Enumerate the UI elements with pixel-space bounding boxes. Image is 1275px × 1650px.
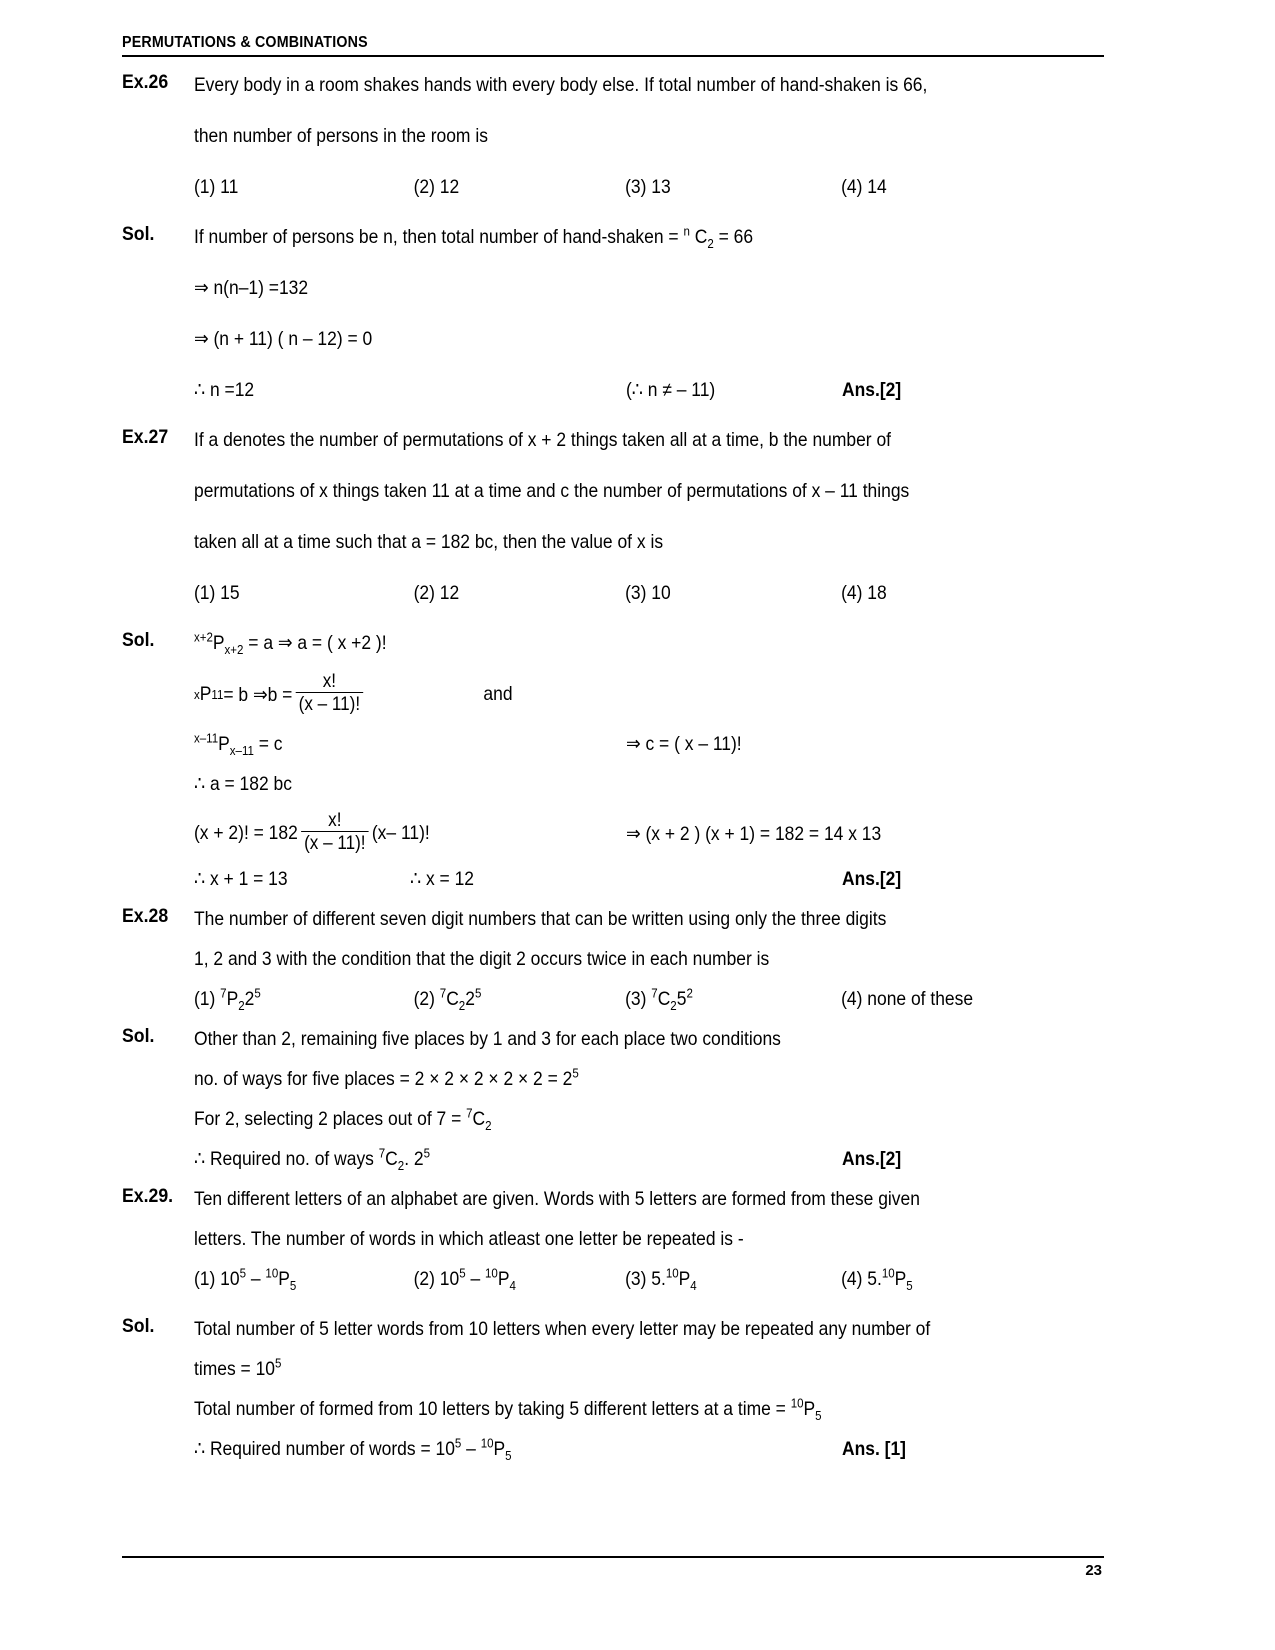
option-ex29-1-sup1: 5 <box>239 1265 247 1281</box>
page-header <box>122 34 1104 57</box>
nPr-subscript-3: x–11 <box>229 742 254 758</box>
question-block-ex27 <box>122 427 1104 630</box>
options-ex27 <box>194 580 1104 630</box>
question-label-ex29: Ex.29. <box>122 1186 174 1207</box>
option-ex27-1[interactable]: (1) 15 <box>194 582 240 604</box>
solution-ex26-line1 <box>194 224 1104 275</box>
option-ex28-1-sup-left: 7 <box>220 985 227 1001</box>
option-ex28-3-sup-right: 2 <box>686 985 693 1001</box>
solution-ex28-line4-sup2: 5 <box>423 1145 431 1161</box>
fraction-x-factorial-1 <box>296 671 363 716</box>
option-ex29-3-sub: 4 <box>690 1277 697 1293</box>
nCr-subscript-2: 2 <box>707 235 714 251</box>
solution-ex27-line6 <box>194 866 1104 906</box>
question-block-ex29 <box>122 1186 1104 1316</box>
solution-ex28-line4-sup: 7 <box>378 1145 386 1161</box>
solution-ex26-line3: ⇒ (n + 11) ( n – 12) = 0 <box>194 328 373 350</box>
option-ex28-3[interactable] <box>625 986 841 1026</box>
solution-ex29-line4-sup1: 5 <box>454 1435 462 1451</box>
solution-ex27-line3 <box>194 731 1104 771</box>
question-block-ex26 <box>122 72 1104 224</box>
option-ex28-2-sub: 2 <box>458 997 466 1013</box>
solution-ex28-line1: Other than 2, remaining five places by 1 and 3 for each place two conditions <box>194 1028 781 1050</box>
solution-ex29-line3-text: Total number of formed from 10 letters by taking 5 different letters at a time = <box>194 1398 791 1420</box>
question-label-ex26: Ex.26 <box>122 72 169 93</box>
solution-ex28-line2-text: no. of ways for five places = 2 × 2 × 2 × 2 × 2 = 2 <box>194 1068 573 1090</box>
option-ex28-2[interactable] <box>414 986 626 1026</box>
solution-ex29-line3-sup: 10 <box>790 1395 804 1411</box>
solution-ex29-line2-text: times = 10 <box>194 1358 275 1380</box>
question-text-ex28-line1: The number of different seven digit numbers that can be written using only the three digits <box>194 908 887 930</box>
options-ex26 <box>194 174 1104 224</box>
option-ex29-1-sub: 5 <box>289 1277 297 1293</box>
question-text-ex27-line2: permutations of x things taken 11 at a time and c the number of permutations of x – 11 things <box>194 480 910 502</box>
option-ex28-3-sub: 2 <box>670 997 677 1013</box>
solution-ex28-line3-text: For 2, selecting 2 places out of 7 = <box>194 1108 467 1130</box>
option-ex28-2-sup-right: 5 <box>474 985 482 1001</box>
nPr-superscript-3: x–11 <box>194 730 219 746</box>
option-ex29-1-pre: (1) 10 <box>194 1268 240 1290</box>
option-ex29-3-base: P <box>678 1268 691 1290</box>
solution-ex27-line5-pre: (x + 2)! = 182 <box>194 822 298 844</box>
solution-ex29-line4-left <box>194 1436 842 1476</box>
fraction-x-factorial-2 <box>301 810 368 855</box>
question-text-ex28-line2: 1, 2 and 3 with the condition that the digit 2 occurs twice in each number is <box>194 948 770 970</box>
option-ex29-1[interactable] <box>194 1266 414 1316</box>
solution-ex29-line4-mid: – <box>461 1438 481 1460</box>
page-footer <box>122 1556 1104 1579</box>
option-ex26-2[interactable]: (2) 12 <box>413 176 460 198</box>
nPr-base-P-2: P <box>199 683 212 705</box>
solution-ex29-line2-sup: 5 <box>275 1355 282 1371</box>
solution-ex27-line1 <box>194 630 1104 664</box>
solution-ex29-line1: Total number of 5 letter words from 10 letters when every letter may be repeated any number of <box>194 1318 931 1340</box>
option-ex26-4[interactable]: (4) 14 <box>841 176 887 198</box>
solution-ex28-line4-sub: 2 <box>397 1157 405 1173</box>
option-ex28-3-sup-left: 7 <box>651 985 658 1001</box>
solution-ex27-line6-b: ∴ x = 12 <box>410 868 474 890</box>
solution-ex29-line4-text: ∴ Required number of words = 10 <box>194 1438 455 1460</box>
solution-ex29-line3 <box>194 1396 1104 1436</box>
solution-block-ex29 <box>122 1316 1104 1476</box>
solution-ex28-line4 <box>194 1146 1104 1186</box>
solution-ex27-line1-tail: = a ⇒ a = ( x +2 )! <box>243 632 387 654</box>
option-ex27-3[interactable]: (3) 10 <box>625 582 671 604</box>
solution-ex29-line2 <box>194 1356 1104 1396</box>
option-ex28-1-base: P <box>226 988 239 1010</box>
solution-ex26-line4 <box>194 377 1104 427</box>
option-ex26-1[interactable]: (1) 11 <box>194 176 239 198</box>
option-ex28-2-sup-left: 7 <box>439 985 447 1001</box>
option-ex29-1-sup2: 10 <box>265 1265 279 1281</box>
solution-label-ex29: Sol. <box>122 1316 155 1337</box>
question-text-ex26-line1: Every body in a room shakes hands with every body else. If total number of hand-shaken is 66, <box>194 74 928 96</box>
solution-ex29-line4-base: P <box>493 1438 506 1460</box>
fraction-numerator-1: x! <box>322 671 337 692</box>
option-ex29-2-sup1: 5 <box>459 1265 466 1281</box>
option-ex29-2-sup2: 10 <box>485 1265 498 1281</box>
solution-ex26-line1-tail: = 66 <box>713 226 754 248</box>
option-ex28-2-rest: 2 <box>465 988 475 1010</box>
solution-ex27-line3-left <box>194 731 626 771</box>
solution-ex27-line5 <box>194 811 1104 856</box>
option-ex29-4-sub: 5 <box>906 1277 913 1293</box>
question-label-ex27: Ex.27 <box>122 427 169 448</box>
solution-block-ex26 <box>122 224 1104 427</box>
option-ex29-4-sup2: 10 <box>881 1265 895 1281</box>
solution-ex29-line4 <box>194 1436 1104 1476</box>
option-ex28-4[interactable]: (4) none of these <box>841 988 974 1010</box>
option-ex29-2-sub: 4 <box>509 1277 516 1293</box>
solution-ex27-line3-right: ⇒ c = ( x – 11)! <box>626 733 742 755</box>
solution-ex27-line2-eq: = b ⇒b = <box>223 683 293 706</box>
solution-ex29-line3-base: P <box>803 1398 816 1420</box>
nCr-superscript-n: n <box>683 223 690 239</box>
solution-ex28-line4-base: C <box>385 1148 398 1170</box>
solution-ex28-line3-sup: 7 <box>466 1105 473 1121</box>
option-ex28-3-base: C <box>657 988 671 1010</box>
solution-ex27-line5-left <box>194 811 626 856</box>
option-ex29-1-mid: – <box>246 1268 266 1290</box>
solution-ex27-line2-and: and <box>483 683 513 705</box>
solution-label-ex28: Sol. <box>122 1026 155 1047</box>
nPr-base-P-3: P <box>218 733 230 755</box>
solution-ex28-line4-left <box>194 1146 842 1186</box>
option-ex29-2[interactable] <box>414 1266 626 1316</box>
nCr-base-C: C <box>689 226 708 248</box>
solution-label-ex27: Sol. <box>122 630 155 651</box>
nPr-superscript-1: x+2 <box>194 629 213 645</box>
nPr-base-P-1: P <box>212 632 225 654</box>
fraction-denominator-2: (x – 11)! <box>304 833 366 854</box>
option-ex29-1-base: P <box>278 1268 290 1290</box>
solution-ex28-line2 <box>194 1066 1104 1106</box>
option-ex28-1-number: (1) <box>194 988 221 1010</box>
solution-ex29-line3-sub: 5 <box>815 1407 822 1423</box>
solution-ex27-line6-a: ∴ x + 1 = 13 <box>194 868 288 890</box>
option-ex27-4[interactable]: (4) 18 <box>841 582 887 604</box>
page-content <box>122 72 1104 1476</box>
solution-ex27-line5-post: (x– 11)! <box>371 822 430 844</box>
fraction-denominator-1: (x – 11)! <box>298 694 361 715</box>
solution-ex27-line5-right: ⇒ (x + 2 ) (x + 1) = 182 = 14 x 13 <box>626 822 882 845</box>
option-ex29-4-pre: (4) 5. <box>841 1268 882 1290</box>
solution-ex28-line2-sup: 5 <box>572 1065 579 1081</box>
solution-block-ex27 <box>122 630 1104 906</box>
options-ex29 <box>194 1266 1104 1316</box>
option-ex29-2-pre: (2) 10 <box>413 1268 460 1290</box>
option-ex29-3-pre: (3) 5. <box>625 1268 666 1290</box>
solution-ex28-line4-mid: . 2 <box>404 1148 424 1170</box>
solution-label-ex26: Sol. <box>122 224 155 245</box>
solution-block-ex28 <box>122 1026 1104 1186</box>
solution-ex26-note: (∴ n ≠ – 11) <box>626 379 716 401</box>
option-ex28-1-sub: 2 <box>238 997 245 1013</box>
answer-ex28: Ans.[2] <box>842 1148 902 1170</box>
page-number: 23 <box>1085 1562 1102 1579</box>
option-ex27-2[interactable]: (2) 12 <box>413 582 460 604</box>
solution-ex29-line4-sub: 5 <box>505 1447 512 1463</box>
chapter-title: PERMUTATIONS & COMBINATIONS <box>122 34 368 51</box>
solution-ex29-line4-sup2: 10 <box>480 1435 494 1451</box>
answer-ex29: Ans. [1] <box>842 1438 906 1460</box>
solution-ex26-line1-text: If number of persons be n, then total number of hand-shaken = <box>194 226 684 248</box>
fraction-numerator-2: x! <box>328 810 342 831</box>
option-ex29-3[interactable] <box>625 1266 841 1316</box>
option-ex29-4[interactable] <box>841 1266 913 1316</box>
option-ex28-3-number: (3) <box>625 988 652 1010</box>
question-text-ex29-line2: letters. The number of words in which atleast one letter be repeated is - <box>194 1228 744 1250</box>
option-ex29-4-base: P <box>894 1268 907 1290</box>
header-divider <box>122 55 1104 57</box>
option-ex28-1[interactable] <box>194 986 414 1026</box>
solution-ex26-line2: ⇒ n(n–1) =132 <box>194 277 309 299</box>
solution-ex27-line2: x P 11 = b ⇒b = $\frac{x!}{(x - 11)!}$ and <box>194 671 513 715</box>
option-ex29-2-mid: – <box>465 1268 486 1290</box>
option-ex29-3-sup2: 10 <box>665 1265 679 1281</box>
question-text-ex29-line1: Ten different letters of an alphabet are given. Words with 5 letters are formed from these given <box>194 1188 920 1210</box>
option-ex28-2-number: (2) <box>413 988 440 1010</box>
option-ex28-2-base: C <box>446 988 459 1010</box>
option-ex28-1-sup-right: 5 <box>254 985 261 1001</box>
answer-ex27: Ans.[2] <box>842 868 902 890</box>
solution-ex26-result: ∴ n =12 <box>194 379 255 401</box>
nPr-subscript-1: x+2 <box>224 641 244 657</box>
question-text-ex27-line1: If a denotes the number of permutations of x + 2 things taken all at a time, b the number of <box>194 429 892 451</box>
question-label-ex28: Ex.28 <box>122 906 169 927</box>
answer-ex26: Ans.[2] <box>842 379 902 401</box>
solution-ex27-line4: ∴ a = 182 bc <box>194 773 292 795</box>
option-ex29-2-base: P <box>497 1268 510 1290</box>
options-ex28 <box>194 986 1104 1026</box>
solution-ex28-line4-text: ∴ Required no. of ways <box>194 1148 379 1170</box>
question-text-ex27-line3: taken all at a time such that a = 182 bc, then the value of x is <box>194 531 664 553</box>
solution-ex28-line3-base: C <box>472 1108 486 1130</box>
question-block-ex28 <box>122 906 1104 1026</box>
question-text-ex26-line2: then number of persons in the room is <box>194 125 488 147</box>
solution-ex28-line3-sub: 2 <box>485 1117 492 1133</box>
option-ex28-1-rest: 2 <box>244 988 255 1010</box>
option-ex26-3[interactable]: (3) 13 <box>625 176 671 198</box>
solution-ex27-line3-eq: = c <box>253 733 283 755</box>
option-ex28-3-rest: 5 <box>676 988 687 1010</box>
solution-ex28-line3 <box>194 1106 1104 1146</box>
